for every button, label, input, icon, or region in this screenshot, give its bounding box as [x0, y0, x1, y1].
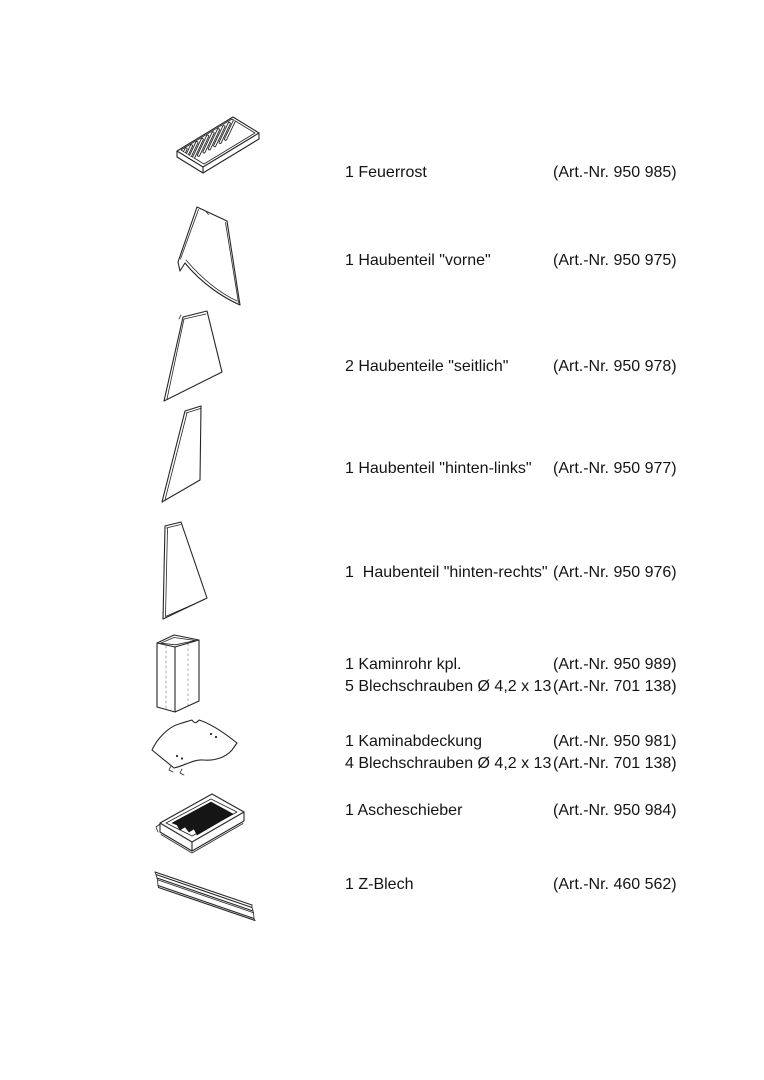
- part-label: 1 Kaminabdeckung: [345, 733, 482, 750]
- part-row-kaminabdeckung: [345, 731, 764, 753]
- part-label: 1 Haubenteil "hinten-rechts": [345, 564, 548, 581]
- part-row-ascheschieber: [345, 800, 764, 822]
- part-art-number: (Art.-Nr. 950 984): [553, 802, 677, 819]
- part-art-number: (Art.-Nr. 950 978): [553, 358, 677, 375]
- part-label: 1 Kaminrohr kpl.: [345, 656, 462, 673]
- part-label: 2 Haubenteile "seitlich": [345, 358, 509, 375]
- part-row-haubenteil-hinten-rechts: [345, 562, 764, 584]
- part-art-number: (Art.-Nr. 950 989): [553, 656, 677, 673]
- part-label: 1 Haubenteil "vorne": [345, 252, 491, 269]
- part-label: 1 Ascheschieber: [345, 802, 463, 819]
- fire-grate-drawing: [170, 106, 270, 188]
- part-art-number: (Art.-Nr. 701 138): [553, 755, 677, 772]
- part-art-number: (Art.-Nr. 950 985): [553, 164, 677, 181]
- hood-rear-left-panel-drawing: [156, 404, 206, 509]
- hood-rear-right-panel-drawing: [156, 520, 211, 625]
- part-art-number: (Art.-Nr. 460 562): [553, 876, 677, 893]
- part-art-number: (Art.-Nr. 950 981): [553, 733, 677, 750]
- ash-pan-drawing: [144, 780, 252, 858]
- part-label: 1 Feuerrost: [345, 164, 427, 181]
- part-row-haubenteil-vorne: [345, 250, 764, 272]
- chimney-pipe-drawing: [154, 630, 202, 718]
- part-label: 1 Z-Blech: [345, 876, 414, 893]
- hood-side-panel-drawing: [158, 308, 226, 406]
- hood-front-panel-drawing: [176, 205, 244, 313]
- part-label: 5 Blechschrauben Ø 4,2 x 13: [345, 678, 552, 695]
- part-row-kaminrohr: [345, 654, 764, 676]
- part-art-number: (Art.-Nr. 950 976): [553, 564, 677, 581]
- part-row-feuerrost: [345, 162, 764, 184]
- part-label: 1 Haubenteil "hinten-links": [345, 460, 532, 477]
- z-sheet-drawing: [148, 866, 260, 922]
- part-art-number: (Art.-Nr. 950 975): [553, 252, 677, 269]
- chimney-cover-drawing: [144, 714, 242, 778]
- part-label: 4 Blechschrauben Ø 4,2 x 13: [345, 755, 552, 772]
- part-row-kaminabdeckung-schrauben: [345, 753, 764, 775]
- part-row-haubenteile-seitlich: [345, 356, 764, 378]
- part-row-z-blech: [345, 874, 764, 896]
- part-art-number: (Art.-Nr. 701 138): [553, 678, 677, 695]
- part-row-haubenteil-hinten-links: [345, 458, 764, 480]
- part-art-number: (Art.-Nr. 950 977): [553, 460, 677, 477]
- part-row-kaminrohr-schrauben: [345, 676, 764, 698]
